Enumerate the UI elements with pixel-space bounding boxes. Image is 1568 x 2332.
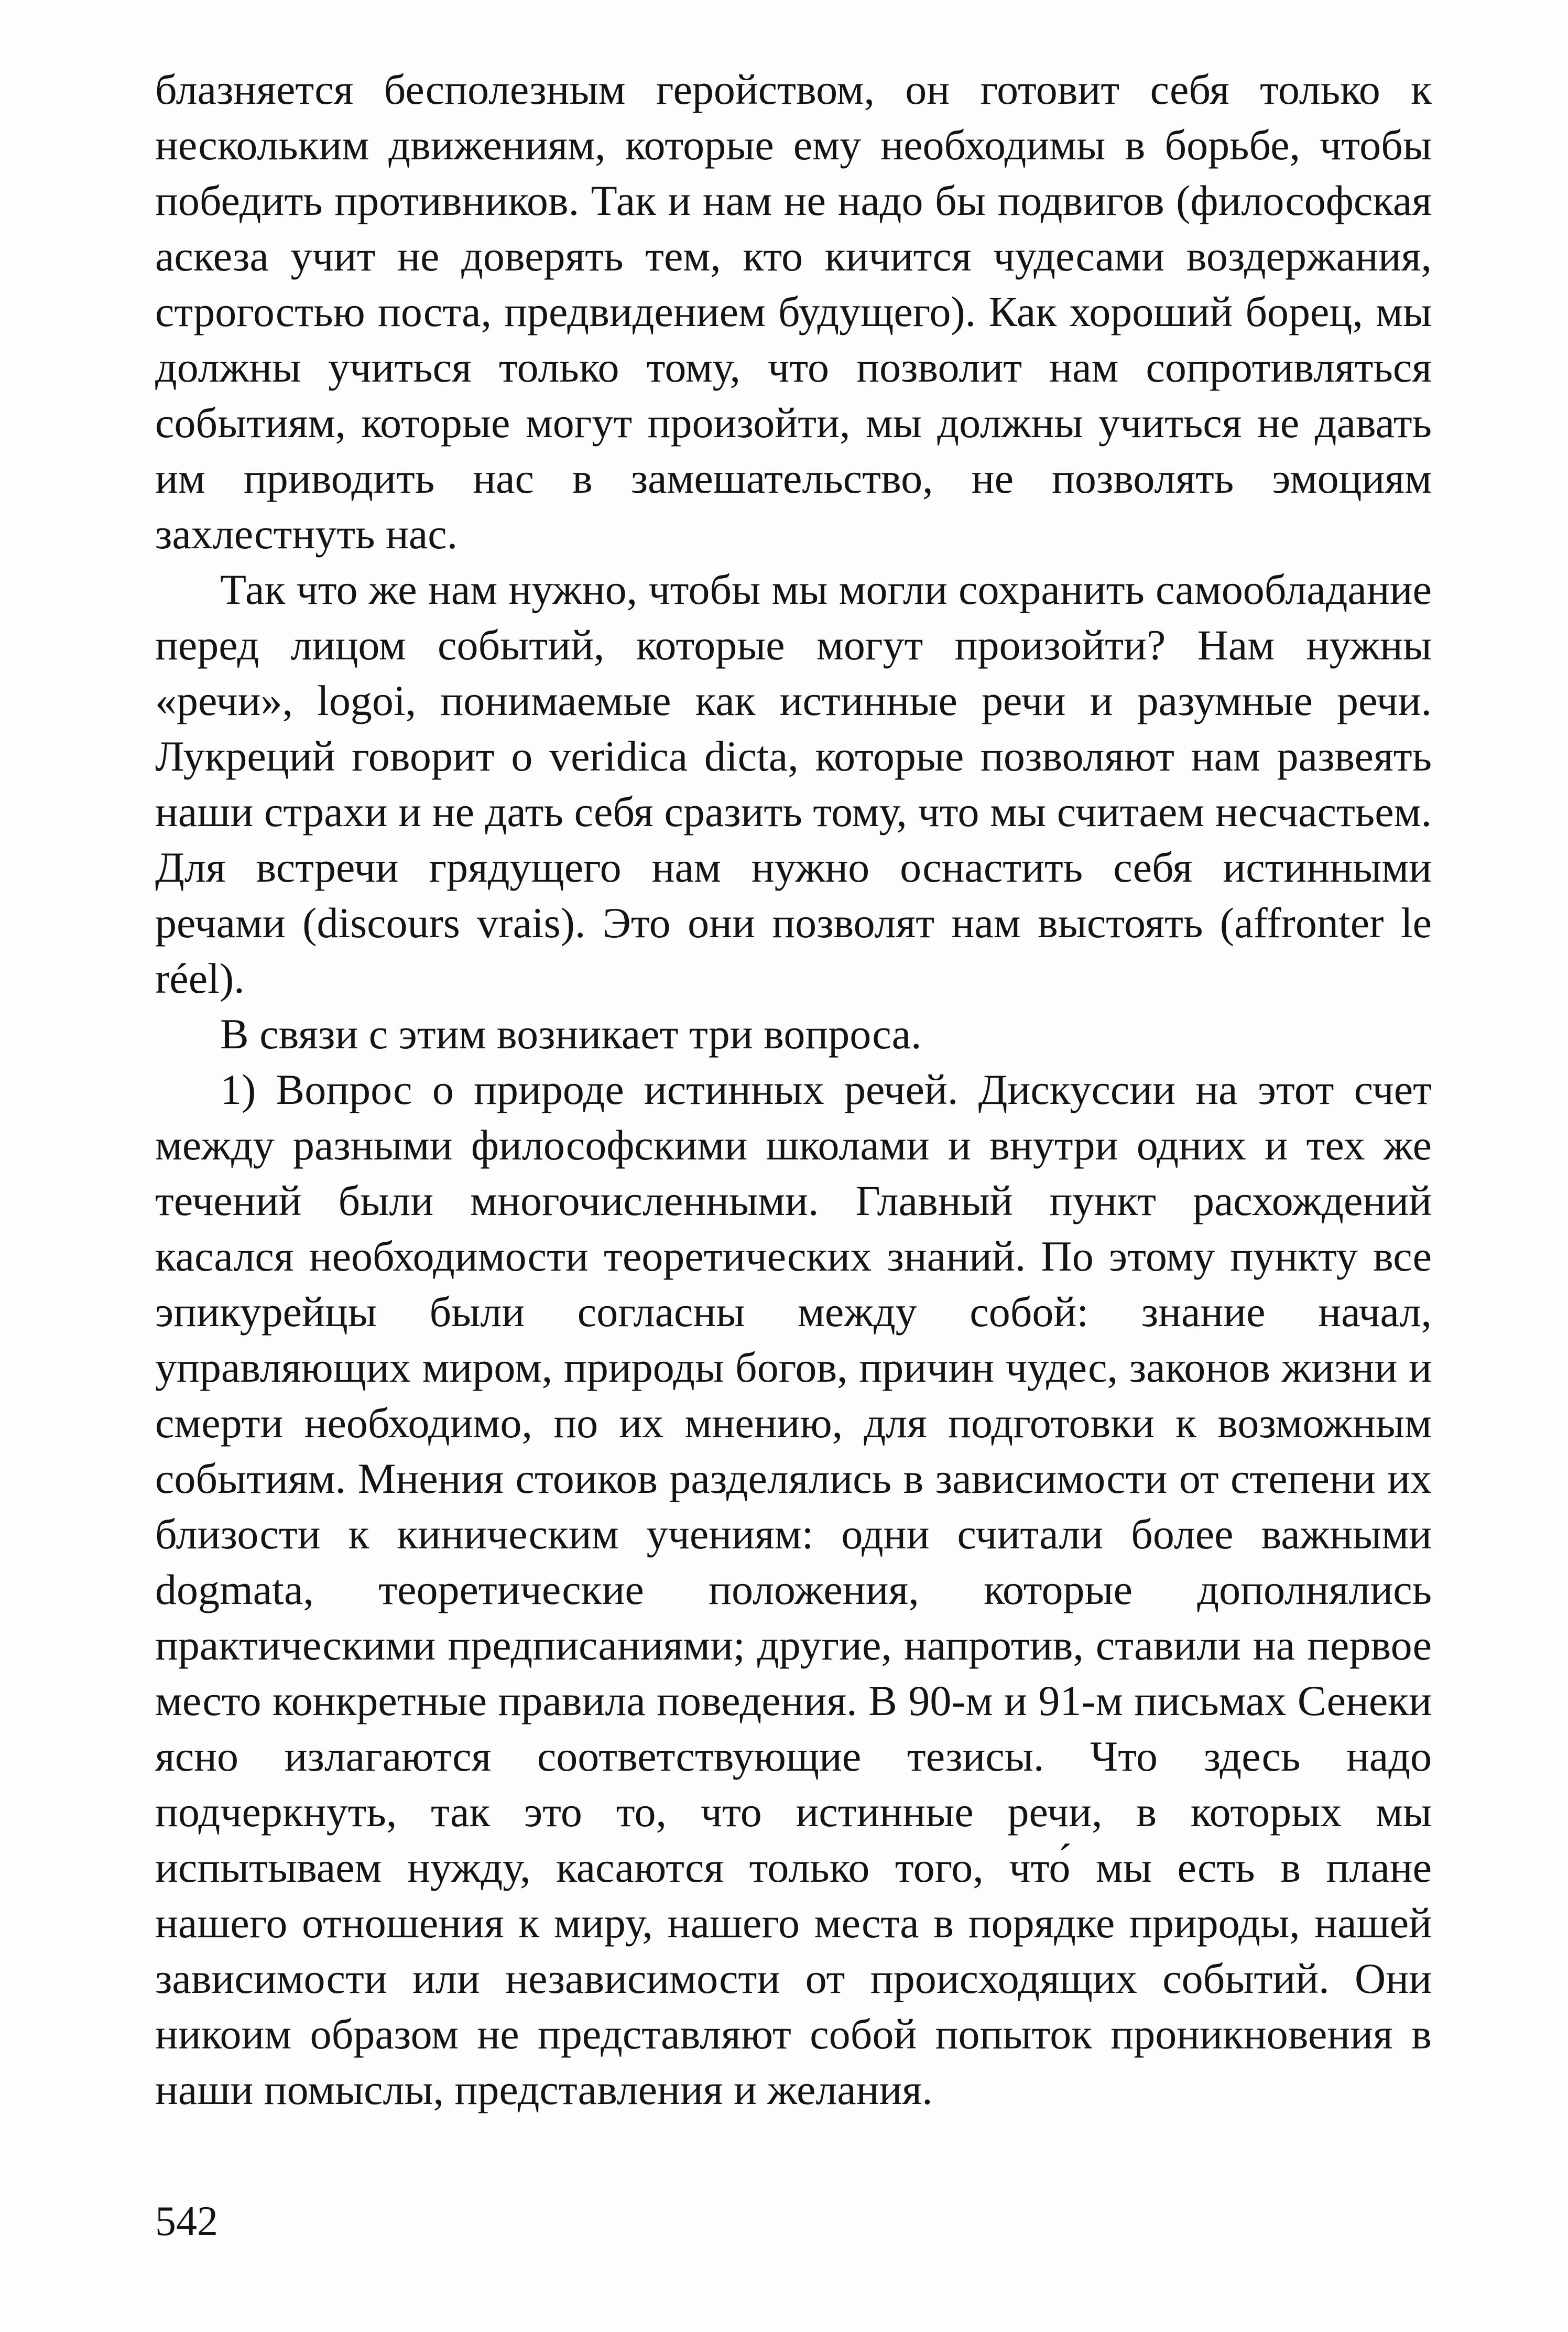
body-text	[155, 62, 1432, 2118]
paragraph-3: В связи с этим возникает три вопроса.	[220, 1010, 922, 1058]
paragraph-1: блазняется бесполезным геройством, он готовит себя только к нескольким движениям, которые ему необходимы в борьбе, чтобы победить противников. Так и нам не надо бы подвигов (философская аскеза учит не доверять тем, кто кичится чудесами воздержания, строгостью поста, предвидением будущего). Как хороший борец, мы должны учиться только тому, что позволит нам сопротивляться событиям, которые могут произойти, мы должны учиться не давать им приводить нас в замешательство, не позволять эмоциям захлестнуть нас.	[155, 66, 1432, 558]
paragraph-2: Так что же нам нужно, чтобы мы могли сохранить самообладание перед лицом событий, которые могут произойти? Нам нужны «речи», logoi, понимаемые как истинные речи и разумные речи. Лукреций говорит о veridica dicta, которые позволяют нам развеять наши страхи и не дать себя сразить тому, что мы считаем несчастьем. Для встречи грядущего нам нужно оснастить себя истинными речами (discours vrais). Это они позволят нам выстоять (affronter le réel).	[155, 566, 1432, 1002]
page-number: 542	[155, 2198, 218, 2244]
paragraph-4: 1) Вопрос о природе истинных речей. Дискуссии на этот счет между разными философскими школами и внутри одних и тех же течений были многочисленными. Главный пункт расхождений касался необходимости теоретических знаний. По этому пункту все эпикурейцы были согласны между собой: знание начал, управляющих миром, природы богов, причин чудес, законов жизни и смерти необходимо, по их мнению, для подготовки к возможным событиям. Мнения стоиков разделялись в зависимости от степени их близости к киническим учениям: одни считали более важными dogmata, теоретические положения, которые дополнялись практическими предписаниями; другие, напротив, ставили на первое место конкретные правила поведения. В 90-м и 91-м письмах Сенеки ясно излагаются соответствующие тезисы. Что здесь надо подчеркнуть, так это то, что истинные речи, в которых мы испытываем нужду, касаются только того, что́ мы есть в плане нашего отношения к миру, нашего места в порядке природы, нашей зависимости или независимости от происходящих событий. Они никоим образом не представляют собой попыток проникновения в наши помыслы, представления и желания.	[155, 1066, 1432, 2113]
